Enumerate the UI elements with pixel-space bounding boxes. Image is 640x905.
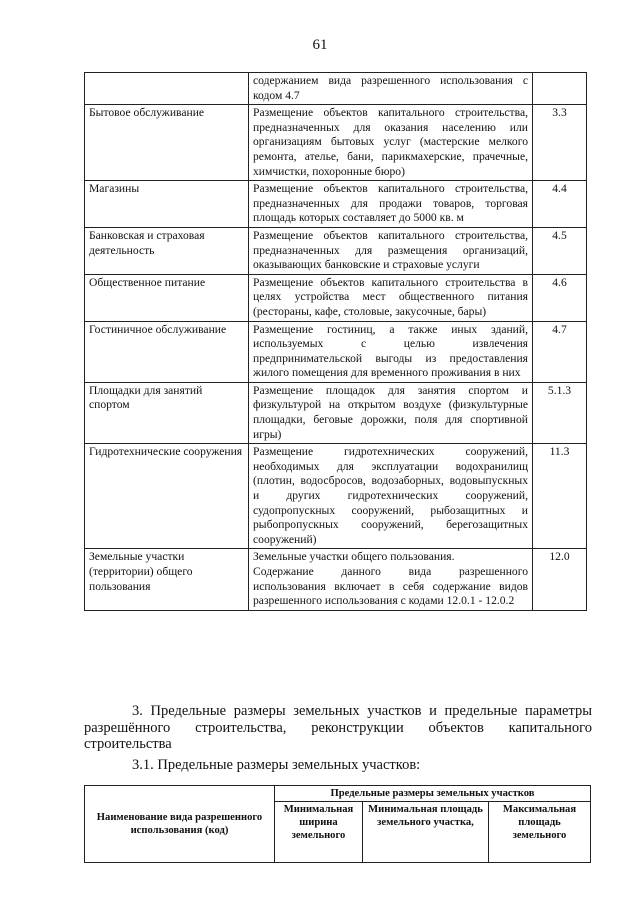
use-name-cell: Гостиничное обслуживание	[85, 321, 249, 382]
use-code-cell	[533, 73, 587, 105]
table-row	[85, 181, 587, 228]
table-row	[85, 444, 587, 549]
use-code-cell: 4.7	[533, 321, 587, 382]
land-use-table	[84, 72, 587, 611]
page-number: 61	[312, 37, 328, 53]
use-description-cell	[249, 549, 533, 610]
use-code-cell: 3.3	[533, 105, 587, 181]
use-description-cell	[249, 274, 533, 321]
description-text: Размещение площадок для занятия спортом и физкультурой на открытом воздухе (физкультурные площадки, беговые дорожки, поля для спортивной игры)	[253, 383, 528, 441]
use-name-cell: Общественное питание	[85, 274, 249, 321]
use-code-cell: 4.5	[533, 227, 587, 274]
description-text: Размещение объектов капитального строительства, предназначенных для оказания населению или организациям бытовых услуг (мастерские мелкого ремонта, ателье, бани, парикмахерские, прачечные, химчистки, похоронные бюро)	[253, 106, 528, 178]
table-row	[85, 274, 587, 321]
use-name-cell: Банковская и страховая деятельность	[85, 227, 249, 274]
section-3-heading: 3. Предельные размеры земельных участков и предельные параметры разрешённого строительства, реконструкции объектов капитального строительства	[84, 703, 592, 752]
use-code-cell: 12.0	[533, 549, 587, 610]
use-description-cell	[249, 227, 533, 274]
table-row	[85, 382, 587, 443]
description-text: Размещение объектов капитального строительства, предназначенных для продажи товаров, торговая площадь которых составляет до 5000 кв. м	[253, 182, 528, 225]
use-name-cell: Площадки для занятий спортом	[85, 382, 249, 443]
use-name-cell	[85, 73, 249, 105]
section-3-1-heading: 3.1. Предельные размеры земельных участков:	[132, 757, 421, 773]
group-header: Предельные размеры земельных участков	[275, 786, 591, 802]
description-text: Размещение объектов капитального строительства, предназначенных для размещения организаций, оказывающих банковские и страховые услуги	[253, 228, 528, 272]
use-description-cell	[249, 73, 533, 105]
min-area-header: Минимальная площадь земельного участка,	[363, 802, 489, 863]
use-description-cell	[249, 444, 533, 549]
table-row	[85, 227, 587, 274]
description-text: Размещение гидротехнических сооружений, необходимых для эксплуатации водохранилищ (плотин, водосбросов, водозаборных, водовыпускных и других гидротехнических сооружений, судопропускных сооружений, рыбозащитных и рыбопропускных сооружений, берегозащитных сооружений)	[253, 445, 528, 546]
table-row	[85, 321, 587, 382]
description-text: Размещение гостиниц, а также иных зданий, используемых с целью извлечения предпринимательской выгоды из предоставления жилого помещения для временного проживания в них	[253, 322, 528, 380]
col-use-name-header: Наименование вида разрешенного использования (код)	[85, 786, 275, 863]
description-text: Земельные участки общего пользования.	[253, 550, 455, 564]
min-width-header: Минимальная ширина земельного	[275, 802, 363, 863]
description-text: Размещение объектов капитального строительства в целях устройства мест общественного питания (рестораны, кафе, столовые, закусочные, бары)	[253, 275, 528, 318]
use-name-cell: Земельные участки (территории) общего пользования	[85, 549, 249, 610]
use-code-cell: 5.1.3	[533, 382, 587, 443]
table-row	[85, 105, 587, 181]
description-text: содержанием вида разрешенного использования с кодом 4.7	[253, 74, 528, 102]
use-code-cell: 4.6	[533, 274, 587, 321]
use-description-cell	[249, 105, 533, 181]
use-description-cell	[249, 181, 533, 228]
use-code-cell: 4.4	[533, 181, 587, 228]
table-row	[85, 549, 587, 610]
table-row	[85, 73, 587, 105]
use-name-cell: Бытовое обслуживание	[85, 105, 249, 181]
use-code-cell: 11.3	[533, 444, 587, 549]
use-description-cell	[249, 321, 533, 382]
max-area-header: Максимальная площадь земельного	[489, 802, 591, 863]
use-description-cell	[249, 382, 533, 443]
use-name-cell: Гидротехнические сооружения	[85, 444, 249, 549]
plot-size-table	[84, 785, 591, 863]
use-name-cell: Магазины	[85, 181, 249, 228]
description-text-2: Содержание данного вида разрешенного использования включает в себя содержание видов разрешенного использования с кодами 12.0.1 - 12.0.2	[253, 565, 528, 608]
